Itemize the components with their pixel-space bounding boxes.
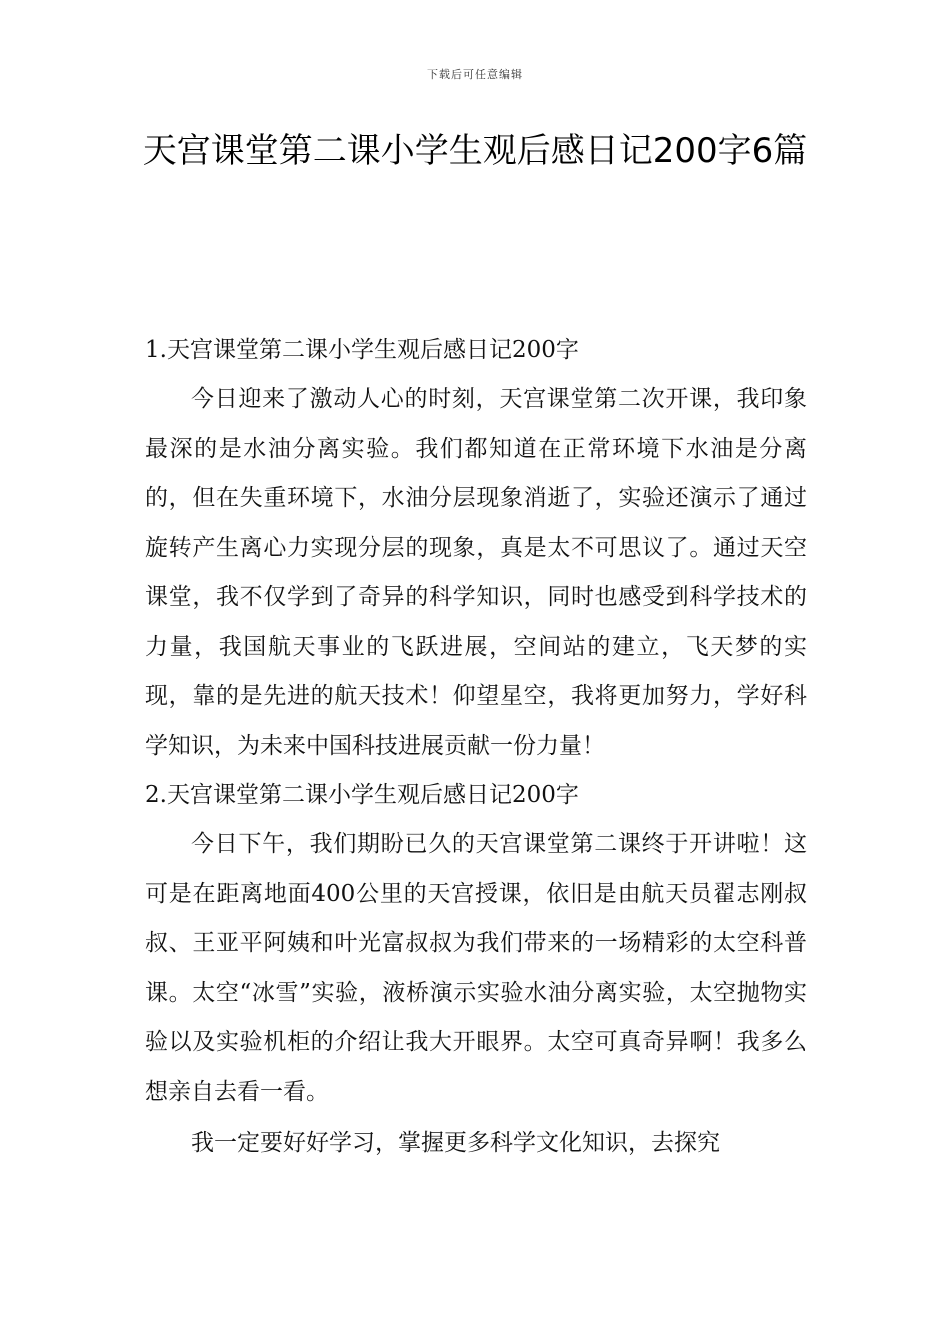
document-title: 天宫课堂第二课小学生观后感日记200字6篇 bbox=[142, 131, 808, 171]
section-heading-2: 2.天宫课堂第二课小学生观后感日记200字 bbox=[145, 782, 579, 808]
section-heading-1: 1.天宫课堂第二课小学生观后感日记200字 bbox=[145, 337, 579, 363]
document-body bbox=[145, 326, 807, 1169]
section-2-paragraph-1: 今日下午，我们期盼已久的天宫课堂第二课终于开讲啦！这可是在距离地面400公里的天宫授课，依旧是由航天员翟志刚叔叔、王亚平阿姨和叶光富叔叔为我们带来的一场精彩的太空科普课。太空“冰雪”实验，液桥演示实验水油分离实验，太空抛物实验以及实验机柜的介绍让我大开眼界。太空可真奇异啊！我多么想亲自去看一看。 bbox=[145, 831, 807, 1105]
header-note: 下载后可任意编辑 bbox=[427, 68, 523, 81]
section-1-paragraph-1: 今日迎来了激动人心的时刻，天宫课堂第二次开课，我印象最深的是水油分离实验。我们都知道在正常环境下水油是分离的，但在失重环境下，水油分层现象消逝了，实验还演示了通过旋转产生离心力实现分层的现象，真是太不可思议了。通过天空课堂，我不仅学到了奇异的科学知识，同时也感受到科学技术的力量，我国航天事业的飞跃进展，空间站的建立，飞天梦的实现，靠的是先进的航天技术！仰望星空，我将更加努力，学好科学知识，为未来中国科技进展贡献一份力量！ bbox=[145, 386, 807, 759]
section-2-paragraph-2: 我一定要好好学习，掌握更多科学文化知识，去探究 bbox=[191, 1130, 720, 1156]
